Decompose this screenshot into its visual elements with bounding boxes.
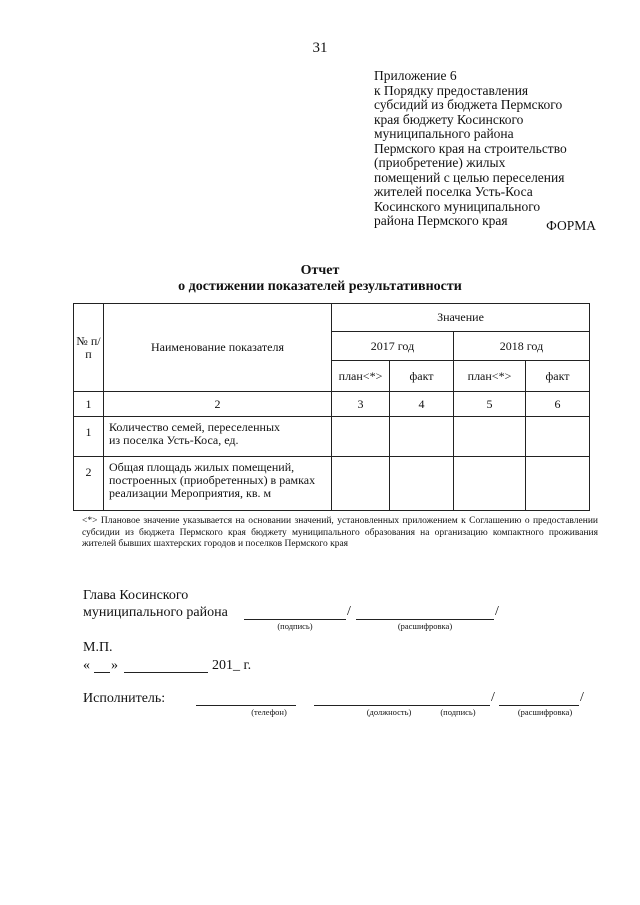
stamp-label: М.П. (83, 640, 113, 655)
executor-position-line[interactable] (314, 705, 490, 706)
caption-decoding: (расшифровка) (517, 707, 573, 717)
row-number: 1 (74, 417, 104, 457)
fact-2017-cell[interactable] (390, 457, 454, 511)
column-number: 3 (332, 392, 390, 417)
column-numbers-row (74, 392, 590, 417)
date-day-line[interactable] (94, 672, 110, 673)
indicator-line: Количество семей, переселенных (109, 420, 281, 434)
header-fact-2018: факт (526, 361, 590, 392)
header-year-2018: 2018 год (454, 332, 590, 361)
column-number: 6 (526, 392, 590, 417)
footnote: <*> Плановое значение указывается на основании значений, установленных приложением к Соглашению о предоставлении субсидии из бюджета Пермского края бюджету муниципального образования на организацию компактного проживания жителей бывших шахтерских городов и поселков Пермского края (82, 516, 598, 549)
table-row (74, 417, 590, 457)
row-indicator-name (104, 417, 332, 457)
caption-signature: (подпись) (440, 707, 476, 717)
slash: / (491, 690, 495, 705)
column-number: 4 (390, 392, 454, 417)
plan-2018-cell[interactable] (454, 457, 526, 511)
appendix-line: помещений с целью переселения (374, 169, 565, 185)
appendix-line: к Порядку предоставления (374, 82, 529, 98)
header-fact-2017: факт (390, 361, 454, 392)
executor-label: Исполнитель: (83, 691, 166, 706)
column-number: 1 (74, 392, 104, 417)
fact-2017-cell[interactable] (390, 417, 454, 457)
indicator-line: построенных (приобретенных) в рамках (109, 473, 316, 487)
appendix-line: Пермского края на строительство (374, 140, 567, 156)
plan-2017-cell[interactable] (332, 457, 390, 511)
caption-signature: (подпись) (277, 621, 313, 631)
appendix-line: района Пермского края (374, 213, 508, 228)
column-number: 5 (454, 392, 526, 417)
plan-2018-cell[interactable] (454, 417, 526, 457)
appendix-line: Приложение 6 (374, 68, 457, 83)
fact-2018-cell[interactable] (526, 417, 590, 457)
indicator-line: Общая площадь жилых помещений, (109, 460, 295, 474)
caption-position: (должность) (366, 707, 412, 717)
report-title-line2: о достижении показателей результативности (178, 279, 462, 294)
header-plan-2017: план<*> (332, 361, 390, 392)
head-signature-line[interactable] (244, 619, 346, 620)
caption-phone: (телефон) (251, 707, 287, 717)
row-indicator-name (104, 457, 332, 511)
executor-phone-line[interactable] (196, 705, 296, 706)
slash: / (580, 690, 584, 705)
forma-label: ФОРМА (546, 218, 596, 233)
head-title-line1: Глава Косинского (83, 588, 189, 603)
indicator-line: из поселка Усть-Коса, ед. (109, 433, 239, 447)
appendix-header (374, 69, 614, 229)
slash: / (495, 604, 499, 619)
appendix-line: (приобретение) жилых (374, 155, 506, 170)
plan-2017-cell[interactable] (332, 417, 390, 457)
header-name: Наименование показателя (104, 304, 332, 392)
date-open-quote: « (83, 658, 90, 673)
appendix-line: жителей поселка Усть-Коса (374, 184, 533, 199)
header-year-2017: 2017 год (332, 332, 454, 361)
date-year: 201_ г. (212, 658, 252, 673)
page-number: 31 (312, 40, 328, 56)
header-no: № п/п (74, 304, 104, 392)
head-decoding-line[interactable] (356, 619, 494, 620)
indicators-table (73, 303, 590, 511)
date-close-quote: » (111, 658, 118, 673)
head-title-line2: муниципального района (83, 605, 228, 620)
slash: / (347, 604, 351, 619)
appendix-line: субсидий из бюджета Пермского (374, 97, 563, 112)
date-month-line[interactable] (124, 672, 208, 673)
table-row (74, 457, 590, 511)
appendix-line: Косинского муниципального (374, 198, 541, 214)
caption-decoding: (расшифровка) (397, 621, 453, 631)
appendix-line: муниципального района (374, 126, 514, 141)
header-value: Значение (332, 304, 590, 332)
report-title (0, 263, 640, 295)
appendix-line: края бюджету Косинского (374, 111, 524, 127)
row-number: 2 (74, 457, 104, 511)
indicator-line: реализации Мероприятия, кв. м (109, 486, 272, 500)
executor-decoding-line[interactable] (499, 705, 579, 706)
fact-2018-cell[interactable] (526, 457, 590, 511)
column-number: 2 (104, 392, 332, 417)
report-title-line1: Отчет (300, 263, 340, 278)
header-plan-2018: план<*> (454, 361, 526, 392)
